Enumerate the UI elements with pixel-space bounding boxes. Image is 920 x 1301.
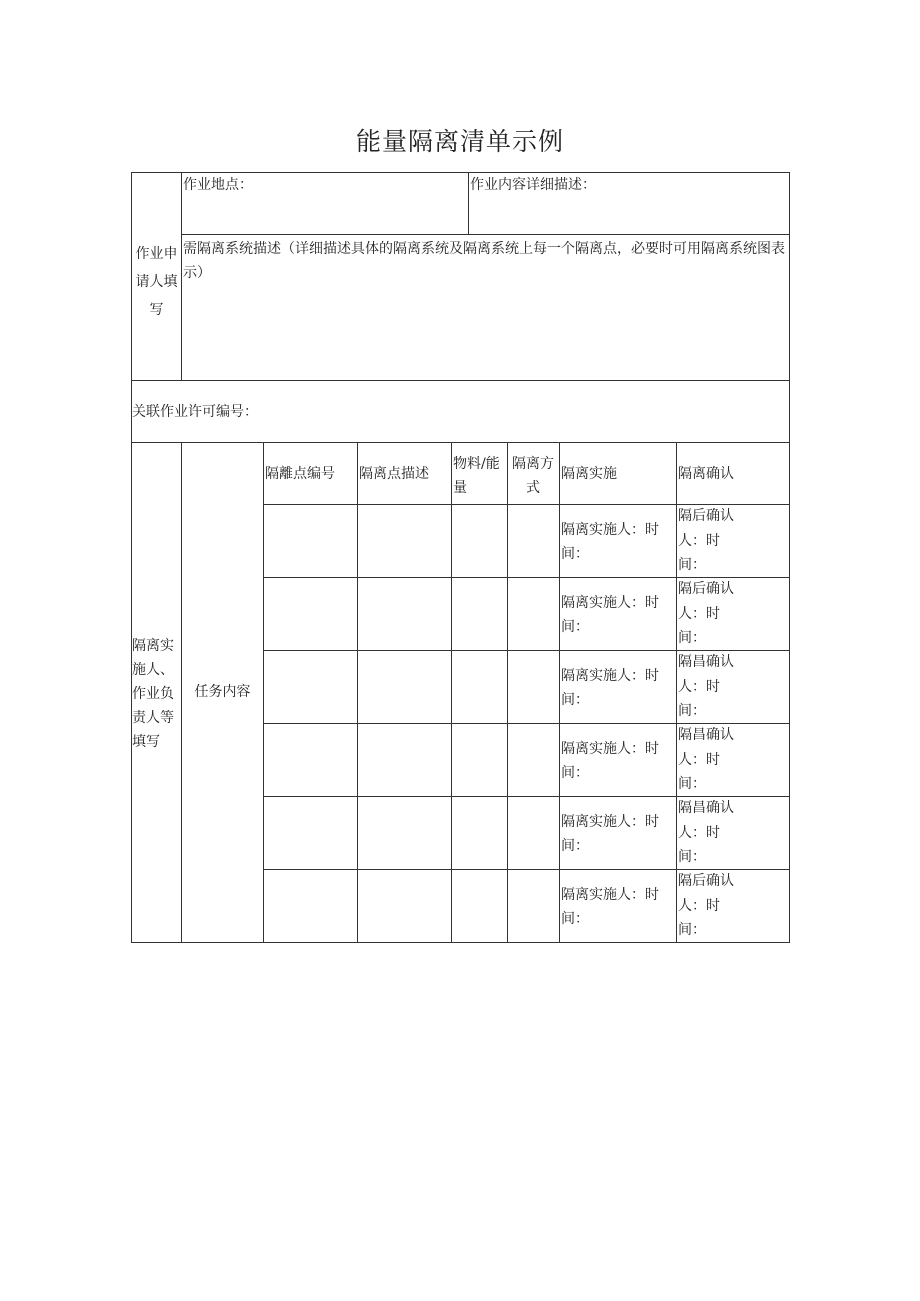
task-label: 任务内容 bbox=[194, 684, 251, 700]
divider-col-5 bbox=[559, 442, 560, 942]
row-3-implement: 隔离实施人：时间： bbox=[561, 668, 659, 708]
col-header-material: 物料/能量 bbox=[453, 456, 500, 496]
row-5-implement: 隔离实施人：时间： bbox=[561, 814, 659, 854]
divider-col-2 bbox=[357, 442, 358, 942]
row-2-confirm: 隔后确认人：时间： bbox=[678, 581, 734, 646]
page-title: 能量隔离清单示例 bbox=[355, 127, 564, 156]
content-label: 作业内容详细描述： bbox=[470, 177, 596, 193]
row-5-confirm: 隔昌确认人：时间： bbox=[678, 800, 734, 865]
divider-task bbox=[263, 442, 264, 942]
row-1-confirm: 隔后确认人：时间： bbox=[678, 508, 734, 573]
applicant-side-label: 作业申请人填写 bbox=[135, 246, 178, 318]
row-6-implement: 隔离实施人：时间： bbox=[561, 887, 659, 927]
border-right bbox=[789, 172, 790, 943]
row-6-confirm: 隔后确认人：时间： bbox=[678, 873, 734, 938]
divider-col-6 bbox=[676, 442, 677, 942]
divider-permit-bottom bbox=[131, 442, 790, 443]
col-header-method: 隔离方式 bbox=[512, 456, 554, 496]
isolation-side-label: 隔离实施人、作业负责人等填写 bbox=[132, 638, 174, 750]
col-header-implement: 隔离实施 bbox=[561, 466, 617, 482]
row-2-implement: 隔离实施人：时间： bbox=[561, 595, 659, 635]
row-4-confirm: 隔昌确认人：时间： bbox=[678, 727, 734, 792]
col-header-point-desc: 隔离点描述 bbox=[359, 466, 429, 482]
system-desc-label: 需隔离系统描述（详细描述具体的隔离系统及隔离系统上每一个隔离点，必要时可用隔离系统图表示） bbox=[183, 241, 785, 281]
row-4-implement: 隔离实施人：时间： bbox=[561, 741, 659, 781]
divider-location-content bbox=[468, 172, 469, 234]
divider-location-row bbox=[181, 234, 790, 235]
col-header-confirm: 隔离确认 bbox=[678, 466, 734, 482]
divider-col-4 bbox=[507, 442, 508, 942]
border-left bbox=[131, 172, 132, 943]
divider-permit-top bbox=[131, 380, 790, 381]
row-3-confirm: 隔昌确认人：时间： bbox=[678, 654, 734, 719]
row-1-implement: 隔离实施人：时间： bbox=[561, 522, 659, 562]
col-header-point-no: 隔離点编号 bbox=[265, 466, 335, 482]
permit-label: 关联作业许可编号： bbox=[132, 404, 258, 420]
location-label: 作业地点： bbox=[183, 177, 253, 193]
divider-applicant-side bbox=[181, 172, 182, 380]
isolation-form bbox=[131, 172, 790, 943]
divider-col-3 bbox=[451, 442, 452, 942]
